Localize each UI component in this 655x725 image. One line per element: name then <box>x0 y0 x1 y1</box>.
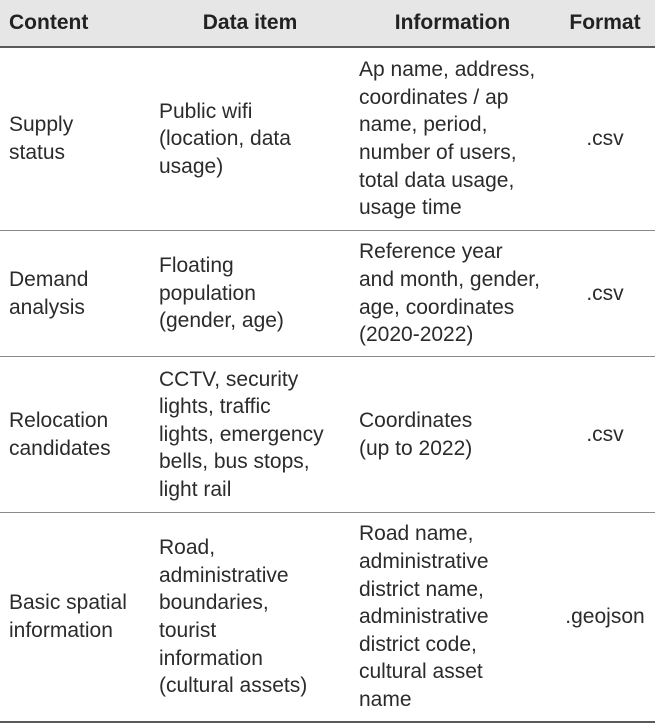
cell-information <box>350 47 555 231</box>
cell-line: usage) <box>159 154 224 178</box>
cell-line: usage time <box>359 196 462 220</box>
cell-format: .csv <box>555 357 655 513</box>
cell-line: information <box>9 619 113 642</box>
cell-line: Relocation <box>9 408 109 432</box>
cell-line: Road, <box>159 536 216 560</box>
cell-line: Floating <box>159 254 234 278</box>
cell-content <box>0 47 150 231</box>
cell-data-item <box>150 513 350 723</box>
cell-line: candidates <box>9 436 111 460</box>
cell-line: lights, traffic <box>159 395 271 419</box>
cell-data-item <box>150 47 350 231</box>
cell-line: Supply <box>9 113 74 137</box>
cell-data-item <box>150 231 350 357</box>
cell-line: Basic spatial <box>9 591 127 615</box>
cell-information <box>350 357 555 513</box>
cell-line: administrative <box>359 550 489 574</box>
cell-line: Public wifi <box>159 99 253 123</box>
cell-line: lights, emergency <box>159 422 324 446</box>
cell-line: (gender, age) <box>159 309 284 333</box>
table-row <box>0 357 655 513</box>
cell-line: administrative <box>359 605 489 629</box>
header-format: Format <box>555 0 655 47</box>
cell-line: Road name, <box>359 522 474 546</box>
cell-line: analysis <box>9 295 85 319</box>
cell-line: total data usage, <box>359 168 515 192</box>
cell-line: (cultural assets) <box>159 674 308 698</box>
cell-line: and month, gender, <box>359 267 540 291</box>
cell-line: (2020-2022) <box>359 323 474 347</box>
header-row <box>0 0 655 47</box>
header-information: Information <box>350 0 555 47</box>
cell-line: bells, bus stops, <box>159 450 310 474</box>
cell-line: (location, data <box>159 127 291 151</box>
table-row <box>0 47 655 231</box>
cell-line: population <box>159 281 256 305</box>
cell-line: district name, <box>359 577 484 601</box>
cell-line: age, coordinates <box>359 295 515 319</box>
cell-line: number of users, <box>359 141 517 164</box>
cell-format: .csv <box>555 231 655 357</box>
cell-line: name <box>359 687 412 711</box>
cell-line: name, period, <box>359 113 488 137</box>
cell-line: light rail <box>159 477 232 501</box>
cell-line: cultural asset <box>359 660 483 684</box>
cell-line: district code, <box>359 632 477 656</box>
cell-line: status <box>9 141 66 164</box>
cell-line: administrative <box>159 563 289 587</box>
header-content: Content <box>0 0 150 47</box>
cell-content <box>0 513 150 723</box>
table-row <box>0 513 655 723</box>
cell-line: information <box>159 646 263 670</box>
cell-line: Coordinates <box>359 408 473 432</box>
cell-information <box>350 513 555 723</box>
table-body <box>0 47 655 722</box>
cell-line: coordinates / ap <box>359 85 509 109</box>
cell-format: .csv <box>555 47 655 231</box>
cell-format: .geojson <box>555 513 655 723</box>
cell-line: Reference year <box>359 240 503 264</box>
cell-line: CCTV, security <box>159 367 299 391</box>
cell-line: tourist <box>159 619 217 642</box>
table-row <box>0 231 655 357</box>
cell-content <box>0 357 150 513</box>
cell-line: (up to 2022) <box>359 436 473 460</box>
cell-line: boundaries, <box>159 591 269 615</box>
cell-content <box>0 231 150 357</box>
header-data-item: Data item <box>150 0 350 47</box>
cell-line: Ap name, address, <box>359 58 536 82</box>
cell-data-item <box>150 357 350 513</box>
table-header <box>0 0 655 47</box>
cell-information <box>350 231 555 357</box>
cell-line: Demand <box>9 267 89 291</box>
